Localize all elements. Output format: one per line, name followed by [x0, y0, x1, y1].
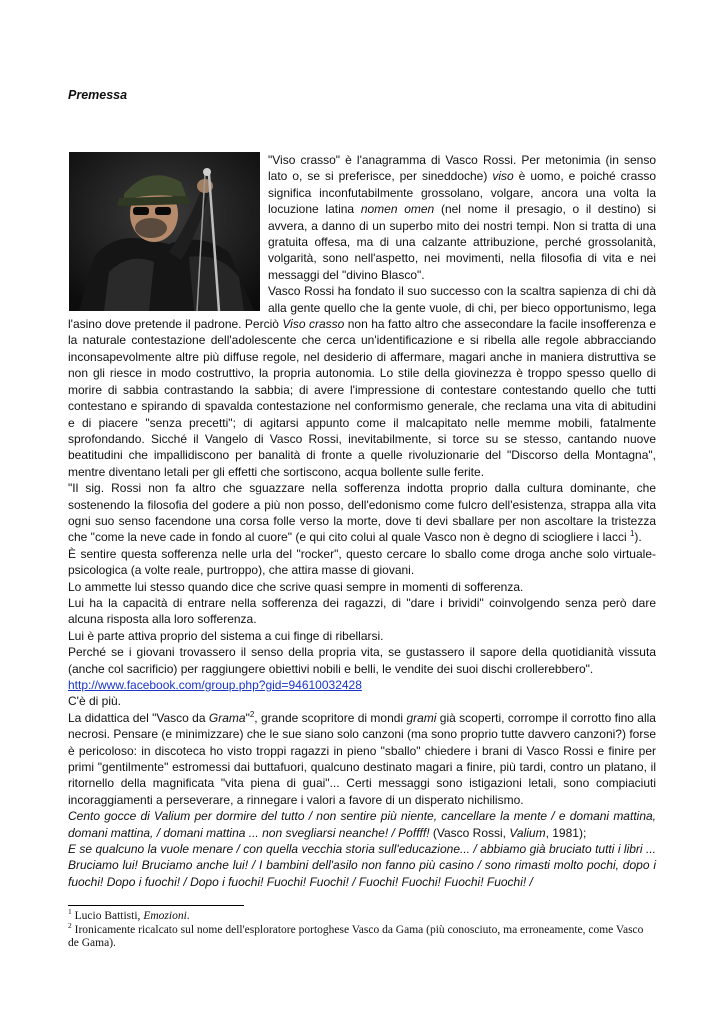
footnote-divider: [68, 905, 244, 906]
document-body: [68, 152, 656, 890]
footnote-ref[interactable]: 2: [249, 709, 255, 719]
text-run: già scoperti, corrompe il corrotto fino alla necrosi. Pensare (e minimizzare) che le sue siano solo canzoni (ma sono proprio tutte davvero canzoni?) forse è pericoloso: in discoteca ho visto troppi ragazzi in pieno "sballo" chiedere i brani di Vasco Rossi e finire per primi "gentilmente" estromessi dai buttafuori, qualcuno destinato magari a finire, più tardi, contro un platano, il ritornello della magnificata "vita piena di guai"... Certi messaggi sono istigazioni letali, sono compiaciuti incoraggiamenti a perseverare, a rinnegare i valori a favore di un disperato nichilismo.: [68, 710, 656, 807]
paragraph: [68, 677, 656, 693]
text-run: , 1981);: [545, 825, 587, 840]
text-run-italic: Grama: [208, 710, 246, 725]
text-run: , grande scopritore di mondi: [254, 710, 407, 725]
facebook-link[interactable]: http://www.facebook.com/group.php?gid=94610032428: [68, 678, 362, 692]
paragraph: [68, 480, 656, 546]
photo-spacer: [68, 152, 268, 316]
paragraph: Lui è parte attiva proprio del sistema a cui finge di ribellarsi.: [68, 628, 384, 643]
text-run-italic: Viso crasso: [282, 317, 345, 332]
quote-italic: Cento gocce di Valium per dormire del tutto / non sentire più niente, cancellare la mente / e domani mattina, domani mattina, / domani mattina ... non svegliarsi neanche! / Poffff!: [68, 809, 656, 840]
text-run: è uomo, e poiché crasso significa inconfutabilmente grossolano, volgare, ancora una volta la locuzione latina: [268, 169, 656, 217]
paragraph: C'è di più.: [68, 694, 121, 709]
paragraph: [68, 710, 656, 808]
paragraph: Lo ammette lui stesso quando dice che scrive quasi sempre in momenti di sofferenza.: [68, 579, 524, 594]
text-run: La didattica del "Vasco da: [68, 710, 209, 725]
footnote-number: 1: [68, 907, 72, 917]
section-heading: Premessa: [68, 88, 128, 102]
text-run: Vasco Rossi ha fondato il suo successo con la scaltra sapienza di chi dà alla gente quello che la gente vuole, di chi, per bieco opportunismo, lega l'asino dove pretende il padrone. Perciò: [68, 284, 656, 332]
footnote-number: 2: [68, 920, 72, 930]
text-run: .: [186, 910, 190, 922]
footnote: [68, 920, 656, 951]
text-run-italic: Emozioni: [143, 910, 187, 922]
text-run: "Viso crasso" è l'anagramma di Vasco Rossi. Per metonimia (in senso lato o, se si preferisce, per sineddoche): [268, 153, 656, 184]
text-run: ": [245, 710, 250, 725]
text-run: "Il sig. Rossi non fa altro che sguazzare nella sofferenza indotta proprio dalla cultura dominante, che sostenendo la filosofia del godere a più non posso, dell'edonismo come fulcro dell'esistenza, strappa alla vita ogni suo senso facendone una corsa folle verso la morte, dove ti devi sballare per non ascoltare la tristezza che "come la neve cade in fondo al cuore" (e qui cito colui al quale Vasco non è degno di sciogliere i lacci: [68, 481, 656, 545]
text-run: Lucio Battisti,: [71, 910, 144, 922]
text-run: non ha fatto altro che assecondare la facile insofferenza e la naturale contestazione dell'adolescente che cerca un'identificazione e si ribella alle regole abbracciando inconsapevolmente altre più diffuse regole, nel desiderio di affermare, magari anche in maniera distruttiva se non gli riesce in modo costruttivo, la propria autonomia. Lo stile della giovinezza è troppo spesso quello di morire di sabbia contrastando la sabbia; di avere l'impressione di contestare contestando quello che tutti contestano e spirando di spavalda contestazione nel conformismo generale, che reclama una vita di abitudini e di piacere "senza precetti"; di agitarsi appunto come il malcapitato nelle memme mobili, fatalmente sprofondando. Sicché il Vangelo di Vasco Rossi, inevitabilmente, si torce su se stesso, cantando nuove beatitudini che impallidiscono per banalità di fronte a quelle rivoluzionarie del "Discorso della Montagna", mentre diventano letali per gli effetti che sortiscono, acqua bollente sulle ferite.: [68, 317, 656, 479]
paragraph: [68, 808, 656, 841]
text-run: (Vasco Rossi,: [429, 825, 510, 840]
footnote-ref[interactable]: 1: [629, 529, 635, 539]
text-run-italic: nomen omen: [360, 202, 435, 217]
text-run-italic: viso: [492, 169, 514, 184]
text-run: Ironicamente ricalcato sul nome dell'esploratore portoghese Vasco da Gama (più conosciuto, ma erroneamente, come Vasco de Gama).: [68, 923, 644, 949]
footnotes: [68, 907, 656, 951]
text-run-italic: Valium: [509, 825, 546, 840]
paragraph: È sentire questa sofferenza nelle urla del "rocker", questo cercare lo sballo come droga anche solo virtuale-psicologica (a volte reale, purtroppo), che attira masse di giovani.: [68, 546, 656, 578]
paragraph: [68, 841, 656, 890]
footnote: [68, 907, 656, 924]
text-run-italic: grami: [406, 710, 437, 725]
quote-italic: E se qualcuno la vuole menare / con quella vecchia storia sull'educazione... / abbiamo già bruciato tutti i libri ... Bruciamo lui! Bruciamo anche lui! / I bambini dell'asilo non fanno più casino / sono rimasti molto pochi, dopo i fuochi! Dopo i fuochi! / Dopo i fuochi! Fuochi! Fuochi! / Fuochi! Fuochi! Fuochi! Fuochi! /: [68, 842, 656, 889]
text-run: (nel nome il presagio, o il destino) si avvera, a danno di un superbo mito dei nostri tempi. Non si tratta di una gratuita offesa, ma di una calzante attribuzione, perché grossolanità, volgarità, sono nell'aspetto, nei movimenti, nella filosofia di vita e nei messaggi del "divino Blasco".: [268, 202, 656, 282]
text-run: ).: [634, 530, 642, 545]
paragraph: Perché se i giovani trovassero il senso della propria vita, se gustassero il sapore della quotidianità vissuta (anche col sacrificio) per raggiungere obiettivi nobili e belli, le vendite dei suoi dischi crollerebbero".: [68, 645, 656, 676]
paragraph: Lui ha la capacità di entrare nella sofferenza dei ragazzi, di "dare i brividi" coinvolgendo senza però dare alcuna risposta alla loro sofferenza.: [68, 595, 656, 627]
